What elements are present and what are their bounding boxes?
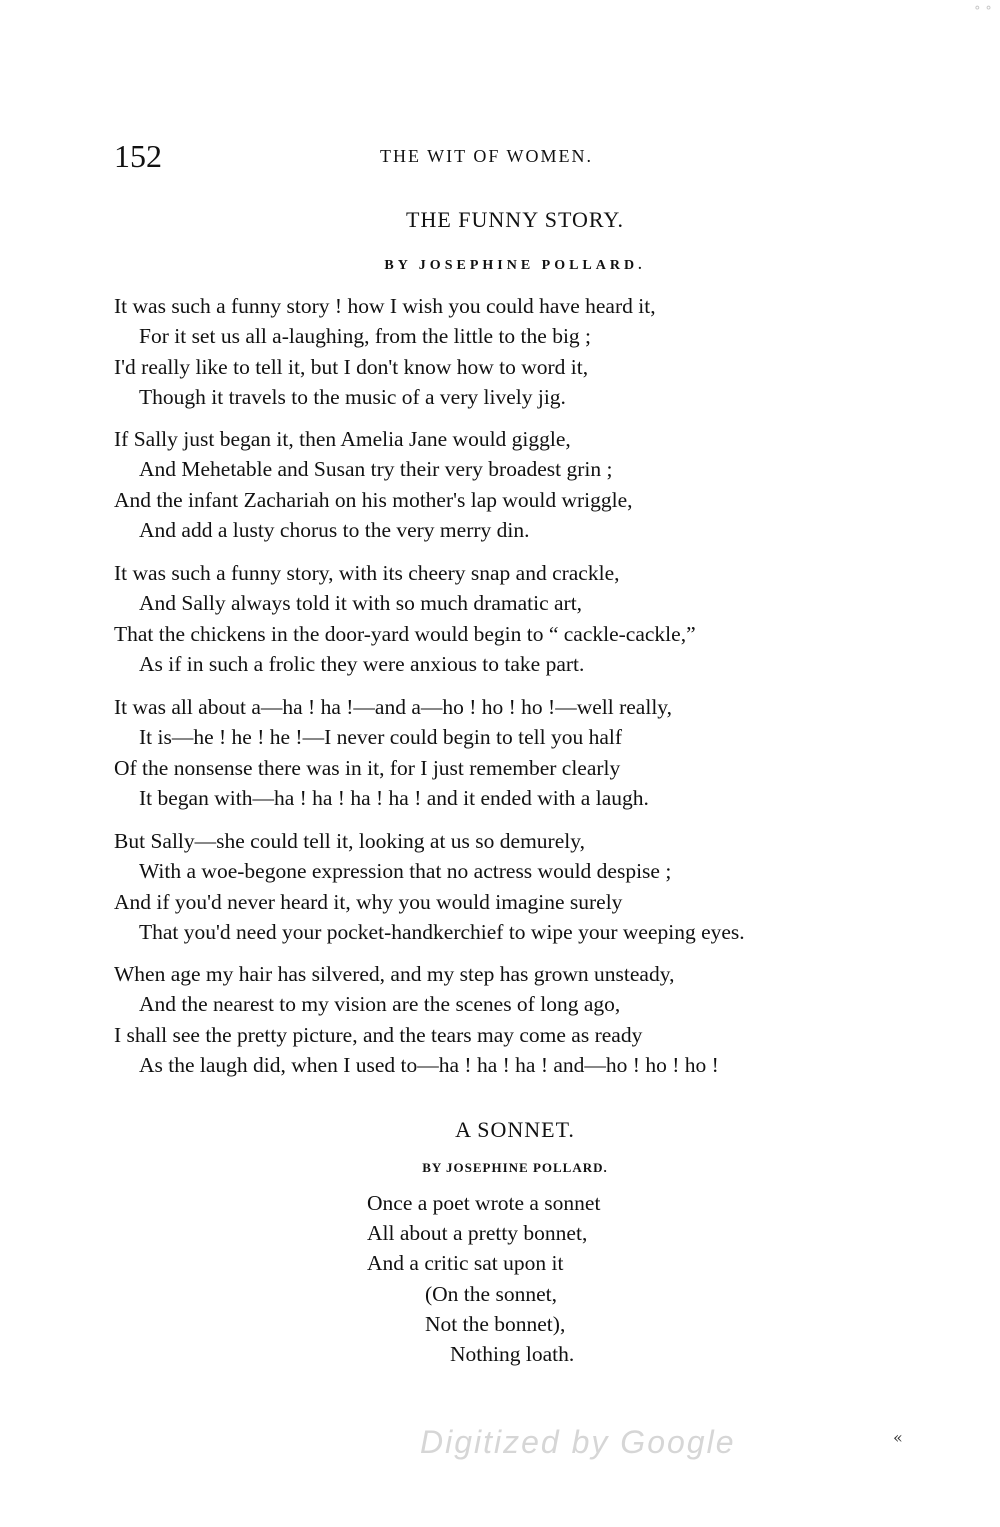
verse-line: And add a lusty chorus to the very merry din.	[139, 517, 530, 542]
corner-specks: ∘ ∘	[973, 0, 992, 16]
verse-line: It began with—ha ! ha ! ha ! ha ! and it ended with a laugh.	[139, 785, 649, 810]
verse-line: With a woe-begone expression that no actress would despise ;	[139, 859, 672, 884]
sonnet-byline: BY JOSEPHINE POLLARD.	[422, 1160, 608, 1175]
running-title: THE WIT OF WOMEN.	[380, 146, 593, 166]
verse-line: It was all about a—ha ! ha !—and a—ho ! ho ! ho !—well really,	[114, 695, 673, 719]
verse-line: As if in such a frolic they were anxious to take part.	[139, 651, 585, 676]
stanza-2	[114, 424, 934, 545]
verse-line: If Sally just began it, then Amelia Jane would giggle,	[114, 427, 571, 451]
poem-title: THE FUNNY STORY.	[406, 207, 624, 232]
page-number: 152	[114, 138, 162, 174]
verse-line: That the chickens in the door-yard would begin to “ cackle-cackle,”	[114, 621, 696, 646]
sonnet-title: A SONNET.	[455, 1117, 575, 1142]
verse-line: All about a pretty bonnet,	[367, 1221, 588, 1246]
verse-line: For it set us all a-laughing, from the little to the big ;	[139, 324, 592, 349]
verse-line: As the laugh did, when I used to—ha ! ha ! ha ! and—ho ! ho ! ho !	[139, 1052, 719, 1077]
verse-line: That you'd need your pocket-handkerchief to wipe your weeping eyes.	[139, 919, 745, 944]
verse-line: And a critic sat upon it	[367, 1251, 564, 1276]
verse-line: I shall see the pretty picture, and the tears may come as ready	[114, 1022, 643, 1047]
digitized-watermark: Digitized by Google	[420, 1424, 736, 1460]
stanza-3	[114, 558, 934, 679]
verse-line: (On the sonnet,	[425, 1281, 557, 1306]
verse-line: Not the bonnet),	[425, 1311, 566, 1336]
verse-line: And Sally always told it with so much dramatic art,	[139, 591, 583, 616]
stanza-1	[114, 291, 934, 412]
footer-mark: «	[893, 1428, 903, 1447]
verse-line: And if you'd never heard it, why you would imagine surely	[114, 889, 623, 914]
verse-line: It was such a funny story, with its cheery snap and crackle,	[114, 561, 620, 585]
stanza-6	[114, 959, 934, 1080]
verse-line: Nothing loath.	[450, 1342, 575, 1367]
verse-line: I'd really like to tell it, but I don't know how to word it,	[114, 354, 589, 379]
verse-line: And Mehetable and Susan try their very broadest grin ;	[139, 457, 613, 482]
verse-line: And the infant Zachariah on his mother's lap would wriggle,	[114, 487, 633, 512]
poem-byline: BY JOSEPHINE POLLARD.	[384, 258, 646, 273]
verse-line: But Sally—she could tell it, looking at us so demurely,	[114, 829, 585, 853]
stanza-4	[114, 692, 934, 813]
verse-line: And the nearest to my vision are the scenes of long ago,	[139, 992, 621, 1017]
verse-line: Once a poet wrote a sonnet	[367, 1191, 601, 1215]
verse-line: Though it travels to the music of a very lively jig.	[139, 384, 566, 409]
stanza-5	[114, 826, 934, 947]
verse-line: It is—he ! he ! he !—I never could begin to tell you half	[139, 725, 623, 750]
verse-line: It was such a funny story ! how I wish you could have heard it,	[114, 294, 656, 318]
verse-line: When age my hair has silvered, and my step has grown unsteady,	[114, 962, 675, 986]
sonnet-body	[367, 1188, 867, 1369]
verse-line: Of the nonsense there was in it, for I just remember clearly	[114, 755, 621, 780]
